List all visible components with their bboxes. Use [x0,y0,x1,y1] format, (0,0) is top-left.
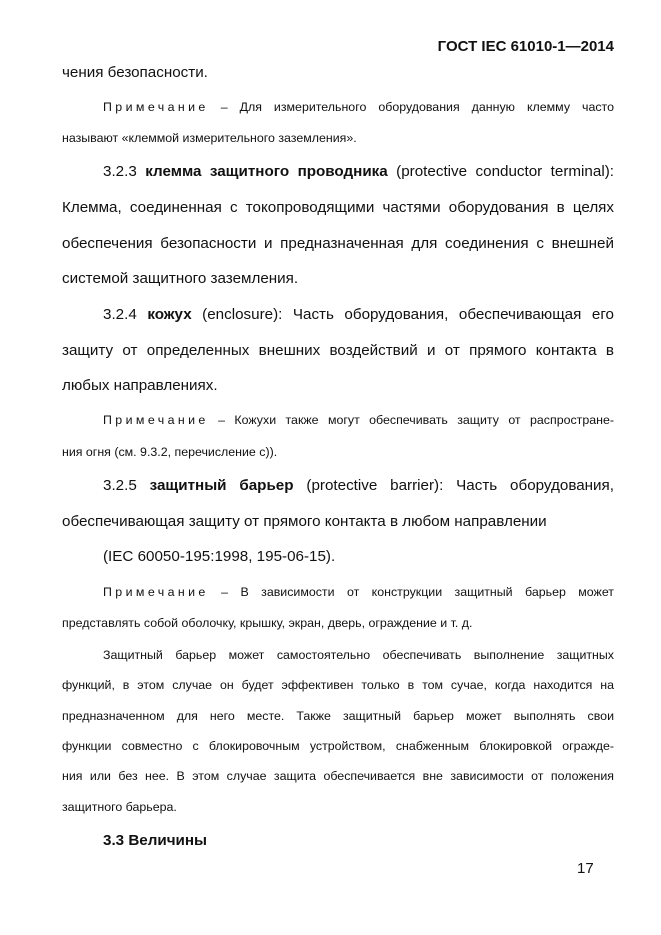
definition-3-2-3-line-1 [62,163,614,180]
note-3-para-2-line-6: защитного барьера. [62,800,177,814]
note-3-para-2-line-4: функции совместно с блокировочным устройством, снабженным блокировкой огражде- [62,739,614,753]
term: защитный барьер [149,477,294,494]
definition-3-2-3-line-2: Клемма, соединенная с токопроводящими частями оборудования в целях [62,199,614,216]
note-label: Примечание [103,413,209,427]
note-label: Примечание [103,100,209,114]
note-text: – Кожухи также могут обеспечивать защиту от распростране- [218,413,614,427]
section-heading-3-3: 3.3 Величины [103,832,208,849]
term-english: (protective conductor terminal): [396,163,614,180]
clause-number: 3.2.5 [103,477,137,494]
note-1-line-2: называют «клеммой измерительного заземления». [62,131,357,145]
note-3-line-1 [62,585,614,599]
definition-3-2-3-line-3: обеспечения безопасности и предназначенная для соединения с внешней [62,235,614,252]
note-3-para-2-line-2: функций, в этом случае он будет эффективен только в том сучае, когда находится на [62,678,614,692]
note-1-line-1 [62,100,614,114]
paragraph-continuation: чения безопасности. [62,64,208,81]
note-label: Примечание [103,585,209,599]
document-header: ГОСТ IEC 61010-1—2014 [437,38,614,55]
note-2-line-2: ния огня (см. 9.3.2, перечисление с)). [62,445,278,459]
term-english: (enclosure): Часть оборудования, обеспечивающая его [202,306,614,323]
term-english: (protective barrier): Часть оборудования, [306,477,614,494]
definition-3-2-4-line-2: защиту от определенных внешних воздействий и от прямого контакта в [62,342,614,359]
definition-3-2-4-line-1 [62,306,614,323]
definition-3-2-5-line-2: обеспечивающая защиту от прямого контакта в любом направлении [62,513,547,530]
page-number: 17 [577,860,594,877]
definition-3-2-5-line-1 [62,477,614,494]
note-3-para-2-line-3: предназначенном для него месте. Также защитный барьер может выполнять свои [62,709,614,723]
term: кожух [147,306,192,323]
note-text: – В зависимости от конструкции защитный барьер может [221,585,614,599]
note-3-line-2: представлять собой оболочку, крышку, экран, дверь, ограждение и т. д. [62,616,473,630]
clause-number: 3.2.4 [103,306,137,323]
note-text: – Для измерительного оборудования данную клемму часто [220,100,614,114]
note-text: Защитный барьер может самостоятельно обеспечивать выполнение защитных [103,648,614,662]
definition-3-2-3-line-4: системой защитного заземления. [62,270,299,287]
note-3-para-2-line-5: ния или без нее. В этом случае защита обеспечивается вне зависимости от положения [62,769,614,783]
definition-3-2-4-line-3: любых направлениях. [62,377,218,394]
note-3-para-2-line-1 [62,648,614,662]
note-2-line-1 [62,413,614,427]
term: клемма защитного проводника [145,163,388,180]
clause-number: 3.2.3 [103,163,137,180]
definition-3-2-5-reference: (IEC 60050-195:1998, 195-06-15). [103,548,336,565]
